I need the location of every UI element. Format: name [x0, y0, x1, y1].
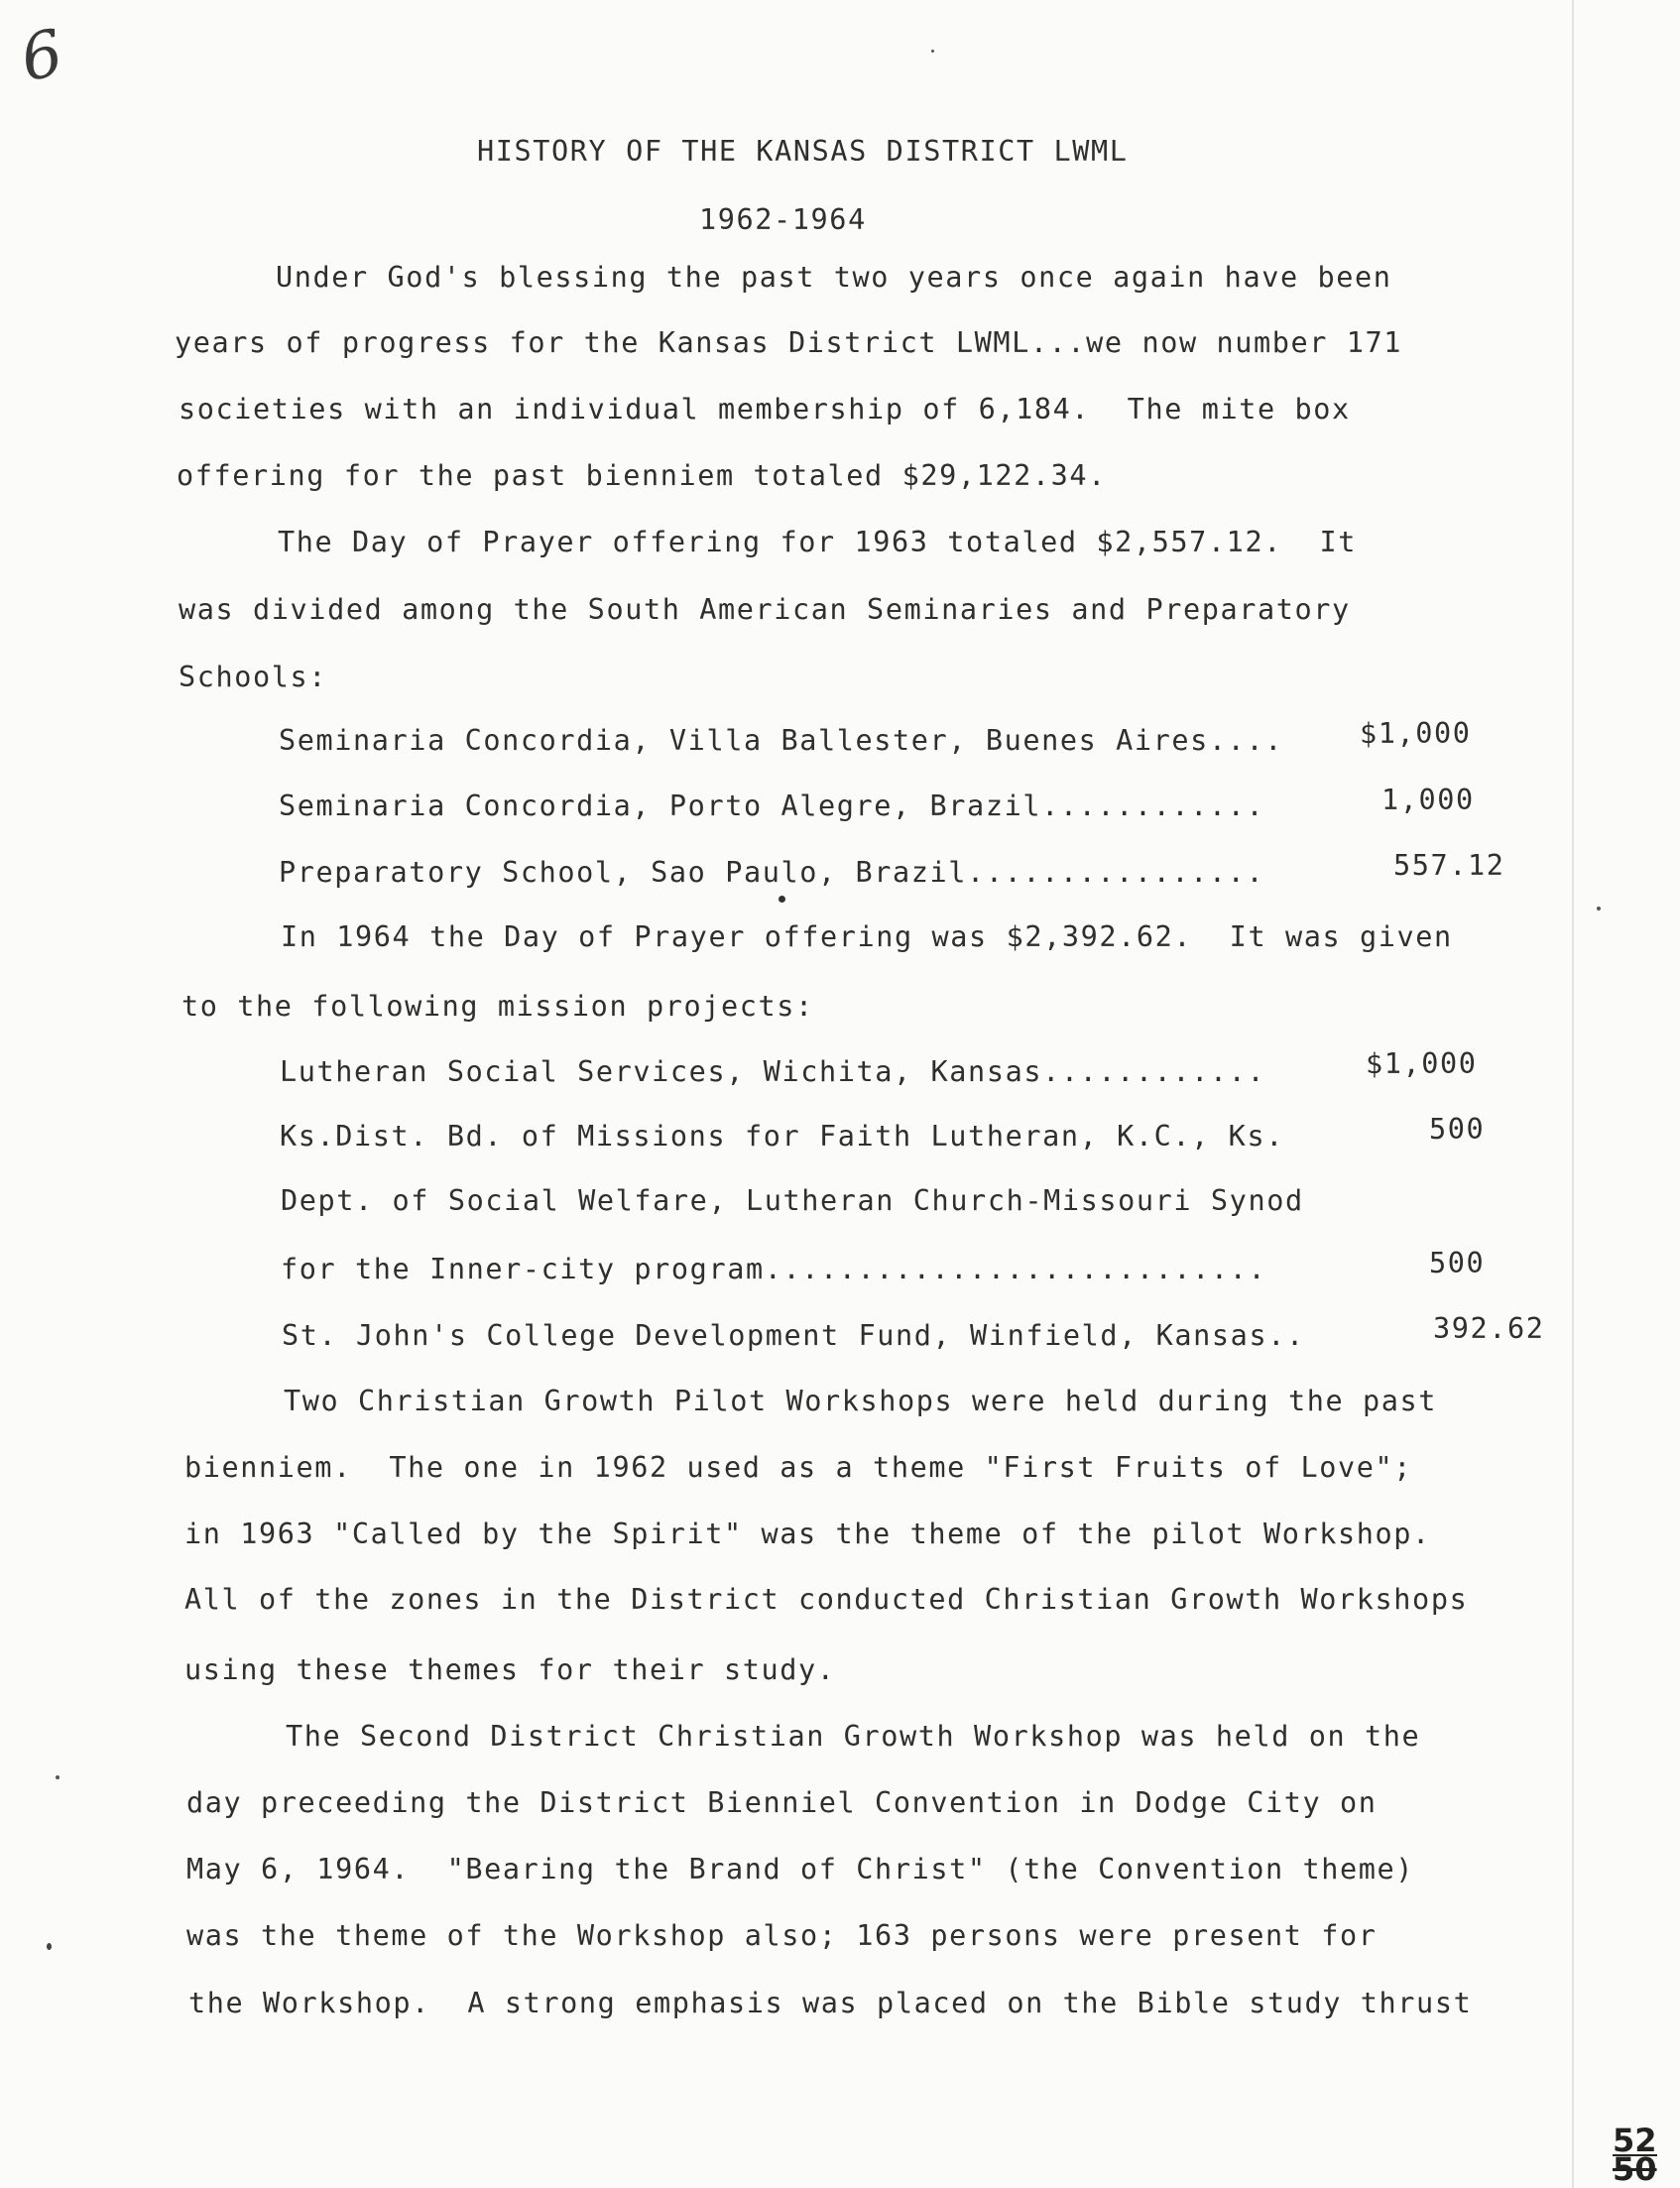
paragraph-2-line: The Day of Prayer offering for 1963 totaled $2,557.12. It — [278, 526, 1357, 558]
paragraph-5-line: day preceeding the District Bienniel Convention in Dodge City on — [186, 1786, 1378, 1819]
scan-speck — [56, 1775, 60, 1779]
paragraph-4-line: All of the zones in the District conducted Christian Growth Workshops — [184, 1583, 1469, 1616]
list-2-amount: 500 — [1429, 1113, 1486, 1146]
list-2-item: Ks.Dist. Bd. of Missions for Faith Lutheran, K.C., Ks. — [280, 1120, 1284, 1153]
list-1-amount: 557.12 — [1393, 849, 1505, 882]
paragraph-3-line: to the following mission projects: — [181, 990, 814, 1023]
list-2-item: for the Inner-city program........................... — [281, 1253, 1267, 1285]
paragraph-5-line: The Second District Christian Growth Workshop was held on the — [286, 1720, 1421, 1753]
paragraph-1-line: years of progress for the Kansas District LWML...we now number 171 — [175, 326, 1403, 359]
list-1-amount: 1,000 — [1381, 784, 1475, 816]
scan-edge-right — [1572, 0, 1574, 2188]
paragraph-1-line: Under God's blessing the past two years once again have been — [276, 261, 1392, 294]
list-2-amount: $1,000 — [1366, 1047, 1478, 1080]
paragraph-1-line: offering for the past bienniem totaled $29,122.34. — [177, 459, 1107, 492]
paragraph-5-line: was the theme of the Workshop also; 163 persons were present for — [186, 1919, 1378, 1952]
list-1-amount: $1,000 — [1360, 717, 1472, 750]
paragraph-5-line: the Workshop. A strong emphasis was placed on the Bible study thrust — [188, 1987, 1473, 2019]
scan-speck — [1597, 907, 1601, 911]
paragraph-4-line: in 1963 "Called by the Spirit" was the theme of the pilot Workshop. — [184, 1518, 1431, 1550]
document-title: HISTORY OF THE KANSAS DISTRICT LWML — [477, 135, 1129, 168]
page-number-previous: 50 — [1613, 2150, 1657, 2188]
scan-speck — [779, 896, 785, 903]
list-1-item: Seminaria Concordia, Villa Ballester, Buenes Aires.... — [279, 724, 1283, 757]
paragraph-4-line: bienniem. The one in 1962 used as a theme "First Fruits of Love"; — [184, 1451, 1413, 1484]
page-number — [1613, 2122, 1657, 2188]
paragraph-5-line: May 6, 1964. "Bearing the Brand of Christ" (the Convention theme) — [186, 1853, 1415, 1885]
handwritten-mark: 6 — [14, 16, 69, 97]
paragraph-2-line: Schools: — [179, 661, 328, 693]
list-2-item: Dept. of Social Welfare, Lutheran Church-Missouri Synod — [281, 1184, 1304, 1217]
scan-speck — [931, 50, 934, 53]
document-years: 1962-1964 — [699, 203, 867, 236]
paragraph-2-line: was divided among the South American Seminaries and Preparatory — [179, 593, 1351, 626]
list-2-amount: 500 — [1429, 1247, 1486, 1279]
paragraph-4-line: Two Christian Growth Pilot Workshops were held during the past — [284, 1385, 1438, 1417]
paragraph-3-line: In 1964 the Day of Prayer offering was $2,392.62. It was given — [281, 920, 1453, 953]
scan-speck — [47, 1943, 52, 1950]
list-2-item: Lutheran Social Services, Wichita, Kansas............ — [280, 1055, 1266, 1088]
list-1-item: Seminaria Concordia, Porto Alegre, Brazil............ — [279, 790, 1265, 822]
page-number-current: 52 — [1613, 2122, 1657, 2159]
list-1-item: Preparatory School, Sao Paulo, Brazil................ — [279, 856, 1265, 889]
paragraph-1-line: societies with an individual membership of 6,184. The mite box — [179, 393, 1351, 425]
paragraph-4-line: using these themes for their study. — [184, 1653, 836, 1686]
list-2-amount: 392.62 — [1433, 1312, 1545, 1345]
list-2-item: St. John's College Development Fund, Winfield, Kansas.. — [282, 1319, 1305, 1352]
